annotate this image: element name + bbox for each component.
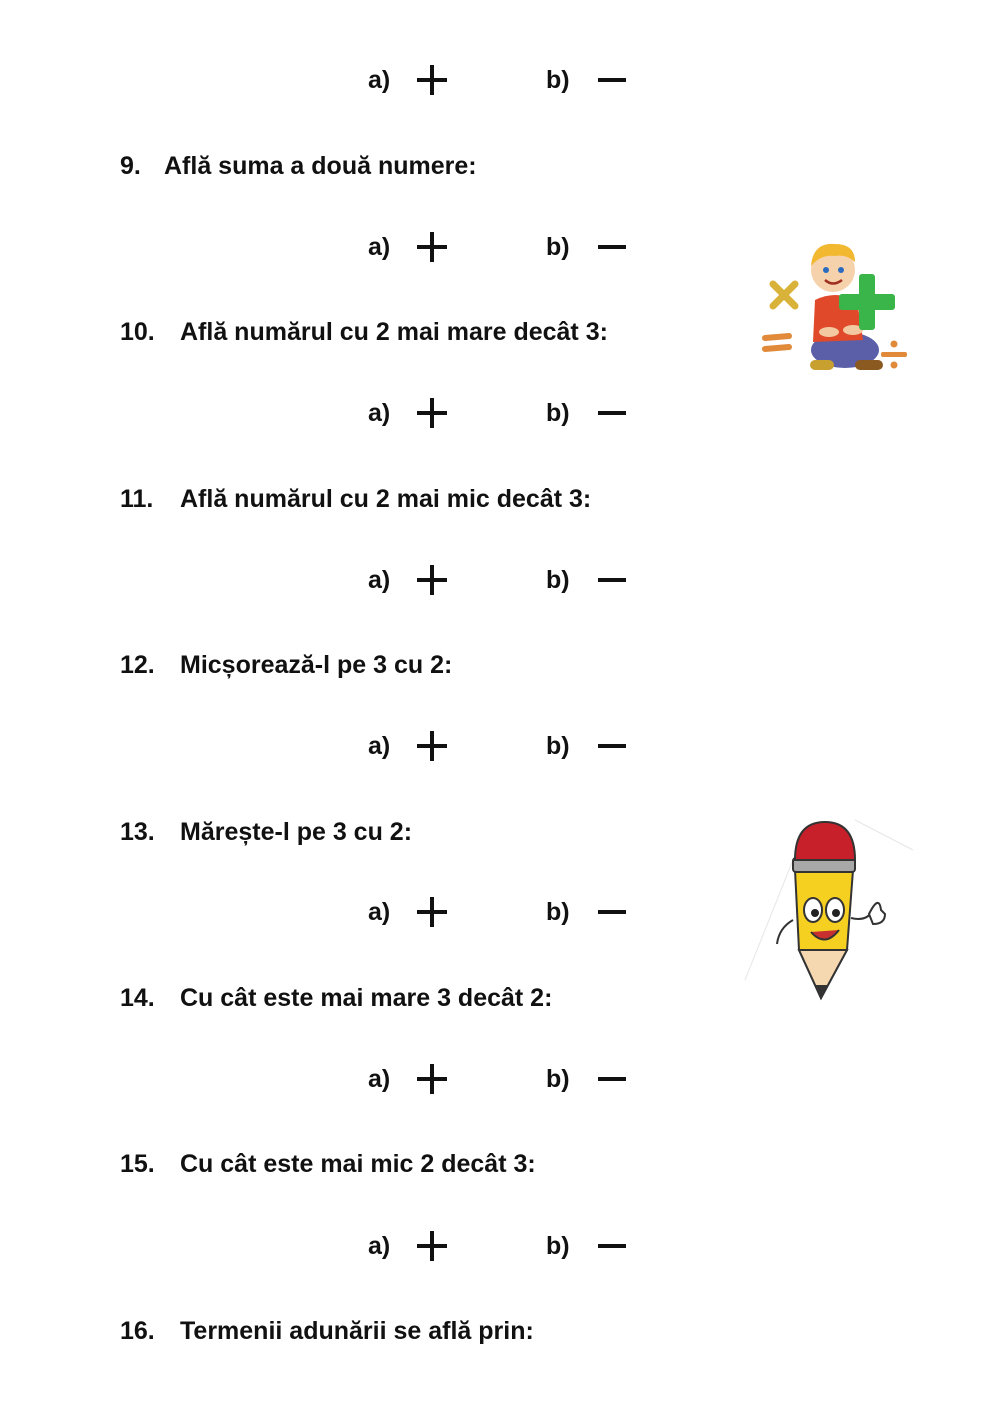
divide-sign-icon: [881, 341, 907, 369]
question-10: [120, 312, 608, 352]
minus-sign-icon[interactable]: [598, 565, 626, 595]
option-b-label[interactable]: b): [546, 66, 570, 94]
option-a-label[interactable]: a): [368, 1232, 391, 1260]
plus-sign-icon[interactable]: [417, 897, 447, 927]
minus-sign-icon[interactable]: [598, 897, 626, 927]
question-number: 15.: [120, 1150, 155, 1178]
option-a-label[interactable]: a): [368, 399, 391, 427]
answer-options-row: [0, 388, 1000, 438]
pencil-eraser: [795, 822, 855, 860]
question-15: [120, 1144, 536, 1184]
question-number: 11.: [120, 485, 154, 513]
option-b-label[interactable]: b): [546, 1232, 570, 1260]
plus-sign-icon[interactable]: [417, 1231, 447, 1261]
question-number: 9.: [120, 152, 141, 180]
plus-sign-icon[interactable]: [417, 565, 447, 595]
question-13: [120, 812, 412, 852]
question-number: 16.: [120, 1317, 155, 1345]
kid-math-illustration-icon: [755, 232, 915, 387]
question-9: [120, 146, 477, 186]
option-b-label[interactable]: b): [546, 399, 570, 427]
plus-sign-icon[interactable]: [417, 731, 447, 761]
option-b-label[interactable]: b): [546, 732, 570, 760]
times-sign-icon: [773, 284, 795, 306]
question-number: 10.: [120, 318, 155, 346]
answer-options-row: [0, 1221, 1000, 1271]
plus-sign-icon[interactable]: [417, 65, 447, 95]
minus-sign-icon[interactable]: [598, 232, 626, 262]
question-number: 14.: [120, 984, 155, 1012]
question-text: Află numărul cu 2 mai mare decât 3:: [180, 318, 608, 346]
question-11: [120, 479, 591, 519]
plus-sign-icon[interactable]: [417, 232, 447, 262]
option-b-label[interactable]: b): [546, 233, 570, 261]
question-number: 12.: [120, 651, 155, 679]
option-b-label[interactable]: b): [546, 566, 570, 594]
minus-sign-icon[interactable]: [598, 731, 626, 761]
option-a-label[interactable]: a): [368, 1065, 391, 1093]
answer-options-row: [0, 1054, 1000, 1104]
question-text: Mărește-l pe 3 cu 2:: [180, 818, 413, 846]
option-b-label[interactable]: b): [546, 898, 570, 926]
answer-options-row: [0, 721, 1000, 771]
option-a-label[interactable]: a): [368, 233, 391, 261]
question-12: [120, 645, 452, 685]
equals-sign-icon: [765, 336, 789, 349]
thumbs-up-icon: [869, 903, 885, 924]
question-text: Cu cât este mai mic 2 decât 3:: [180, 1150, 536, 1178]
option-b-label[interactable]: b): [546, 1065, 570, 1093]
question-text: Află suma a două numere:: [164, 152, 477, 180]
question-16: [120, 1311, 534, 1351]
minus-sign-icon[interactable]: [598, 1231, 626, 1261]
option-a-label[interactable]: a): [368, 566, 391, 594]
question-text: Micșorează-l pe 3 cu 2:: [180, 651, 453, 679]
pencil-mascot-illustration-icon: [735, 810, 915, 1010]
minus-sign-icon[interactable]: [598, 1064, 626, 1094]
question-number: 13.: [120, 818, 155, 846]
answer-options-row: [0, 555, 1000, 605]
answer-options-row: [0, 55, 1000, 105]
minus-sign-icon[interactable]: [598, 65, 626, 95]
question-text: Cu cât este mai mare 3 decât 2:: [180, 984, 553, 1012]
question-14: [120, 978, 552, 1018]
question-text: Află numărul cu 2 mai mic decât 3:: [180, 485, 592, 513]
option-a-label[interactable]: a): [368, 898, 391, 926]
option-a-label[interactable]: a): [368, 732, 391, 760]
plus-sign-icon[interactable]: [417, 1064, 447, 1094]
minus-sign-icon[interactable]: [598, 398, 626, 428]
question-text: Termenii adunării se află prin:: [180, 1317, 534, 1345]
plus-sign-icon[interactable]: [417, 398, 447, 428]
option-a-label[interactable]: a): [368, 66, 391, 94]
